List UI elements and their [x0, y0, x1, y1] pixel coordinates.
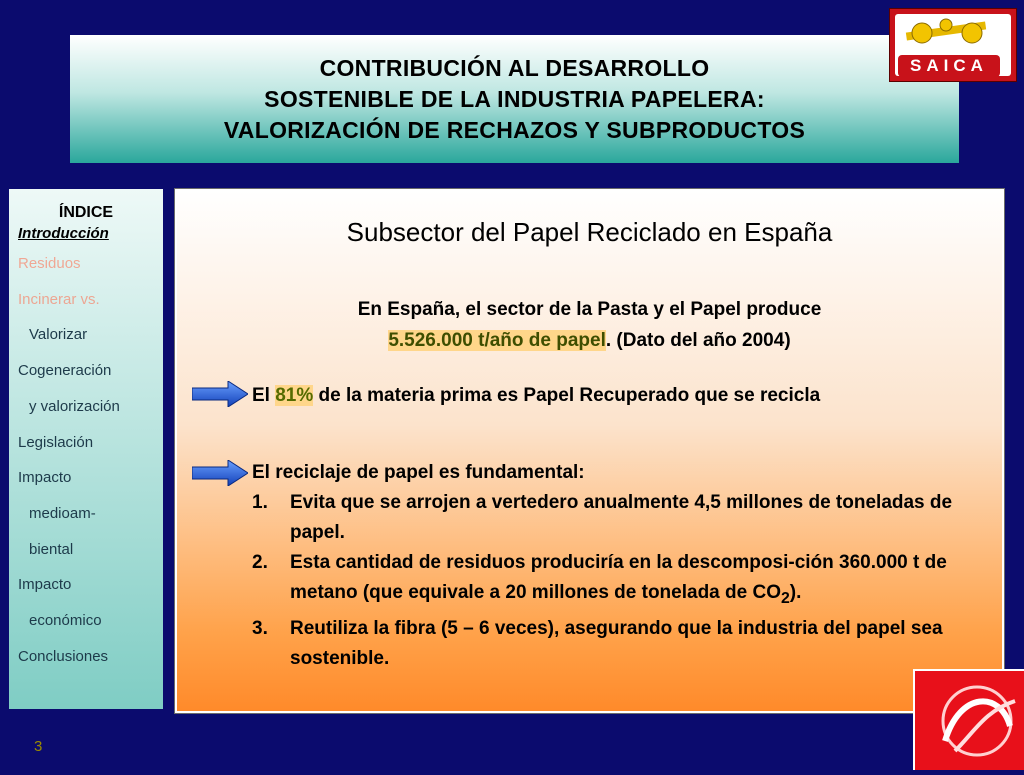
subscript: 2 [780, 589, 790, 607]
index-item-legislacion[interactable]: Legislación [18, 433, 94, 451]
emblem-icon [915, 671, 1024, 770]
page-number: 3 [34, 738, 43, 755]
index-item-y-valorizacion[interactable]: y valorización [29, 397, 120, 415]
bullet-1-text: de la materia prima es Papel Recuperado que se recicla [318, 385, 821, 406]
list-number: 2. [252, 552, 268, 573]
list-item [252, 548, 987, 614]
index-item-impacto-2[interactable]: Impacto [18, 576, 72, 594]
list-item [252, 488, 987, 548]
company-emblem-logo [913, 669, 1024, 770]
production-highlight: 5.526.000 t/año de papel [388, 330, 606, 351]
production-paragraph [177, 294, 1002, 356]
index-item-cogeneracion[interactable]: Cogeneración [18, 362, 112, 380]
right-arrow-icon [192, 460, 248, 486]
index-item-conclusiones[interactable]: Conclusiones [18, 647, 109, 665]
index-item-introduccion[interactable]: Introducción [18, 225, 109, 242]
bullet-raw-material [252, 381, 972, 411]
list-text: Esta cantidad de residuos produciría en la descomposi-ción 360.000 t de metano (que equivale a 20 millones de tonelada de CO [290, 552, 947, 603]
recycled-percentage: 81% [275, 385, 314, 406]
benefits-list [252, 488, 987, 674]
content-heading: Subsector del Papel Reciclado en España [346, 217, 833, 247]
title-line-3: VALORIZACIÓN DE RECHAZOS Y SUBPRODUCTOS [223, 116, 806, 143]
list-number: 3. [252, 617, 268, 639]
slide-title-box [70, 35, 959, 163]
list-item [252, 614, 987, 674]
list-text: Reutiliza la fibra (5 – 6 veces), asegurando que la industria del papel sea sostenible. [290, 617, 943, 669]
title-line-1: CONTRIBUCIÓN AL DESARROLLO [319, 54, 710, 81]
index-item-residuos[interactable]: Residuos [18, 255, 81, 272]
list-text-end: ). [789, 582, 802, 603]
bullet-2-intro: El reciclaje de papel es fundamental: [252, 462, 585, 483]
production-text: En España, el sector de la Pasta y el Papel produce [357, 299, 822, 320]
index-item-biental[interactable]: biental [29, 540, 74, 558]
index-item-economico[interactable]: económico [29, 612, 102, 630]
saica-logo [889, 8, 1017, 82]
title-line-2: SOSTENIBLE DE LA INDUSTRIA PAPELERA: [264, 85, 765, 112]
bullet-1-prefix: El [252, 385, 270, 406]
index-item-valorizar[interactable]: Valorizar [29, 326, 88, 344]
index-item-incinerar[interactable]: Incinerar vs. [18, 290, 100, 308]
list-number: 1. [252, 492, 268, 513]
index-sidebar [9, 189, 163, 709]
index-heading: ÍNDICE [58, 204, 114, 221]
right-arrow-icon [192, 381, 248, 407]
logo-wordmark: SAICA [898, 55, 1000, 77]
index-item-impacto[interactable]: Impacto [18, 469, 72, 487]
list-text: Evita que se arrojen a vertedero anualmente 4,5 millones de toneladas de papel. [290, 492, 953, 543]
bullet-recycling [252, 458, 987, 674]
paper-rolls-icon [900, 17, 996, 45]
content-panel [175, 189, 1004, 713]
production-suffix: . (Dato del año 2004) [605, 330, 791, 351]
index-item-medioam[interactable]: medioam- [29, 504, 96, 522]
